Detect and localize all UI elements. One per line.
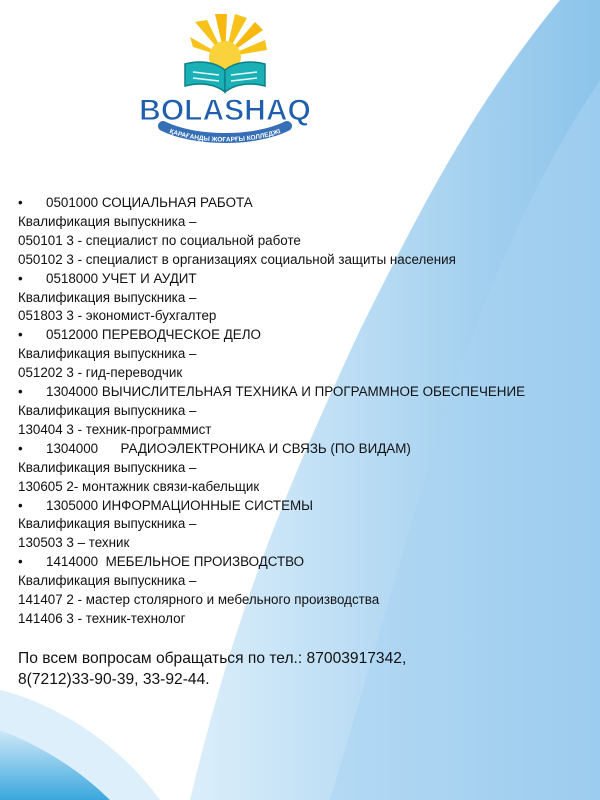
- specialty-heading: [18, 270, 588, 289]
- bullet-icon: •: [18, 327, 23, 343]
- logo-tagline: ҚАРАҒАНДЫ ЖОҒАРҒЫ КОЛЛЕДЖІ: [168, 128, 282, 144]
- qualification-label: Квалификация выпускника –: [18, 402, 197, 418]
- qualification-item: 050102 3 - специалист в организациях социальной защиты населения: [18, 251, 456, 267]
- qualification-item: 130605 2- монтажник связи-кабельщик: [18, 478, 260, 494]
- bullet-icon: •: [18, 554, 23, 570]
- specialty-heading: [18, 497, 588, 516]
- qualification-label: Квалификация выпускника –: [18, 573, 197, 589]
- specialty-title: 1414000 МЕБЕЛЬНОЕ ПРОИЗВОДСТВО: [46, 554, 305, 570]
- qualification-item: 130503 3 – техник: [18, 535, 130, 551]
- qualification-item: 051202 3 - гид-переводчик: [18, 365, 183, 381]
- specialty-heading: [18, 553, 588, 572]
- qualification-item: 141406 3 - техник-технолог: [18, 610, 186, 626]
- specialty-heading: [18, 194, 588, 213]
- qualification-item: 050101 3 - специалист по социальной работе: [18, 232, 301, 248]
- qualification-item: 141407 2 - мастер столярного и мебельного производства: [18, 592, 380, 608]
- bullet-icon: •: [18, 440, 23, 456]
- specialty-title: 1304000 ВЫЧИСЛИТЕЛЬНАЯ ТЕХНИКА И ПРОГРАММНОЕ ОБЕСПЕЧЕНИЕ: [46, 384, 526, 400]
- specialty-heading: [18, 383, 588, 402]
- qualification-label: Квалификация выпускника –: [18, 346, 197, 362]
- bullet-icon: •: [18, 384, 23, 400]
- logo-wordmark: BOLASHAQ: [139, 94, 311, 127]
- qualification-item: 130404 3 - техник-программист: [18, 421, 212, 437]
- bullet-icon: •: [18, 195, 23, 210]
- specialty-heading: [18, 440, 588, 459]
- qualification-label: Квалификация выпускника –: [18, 516, 197, 532]
- bullet-icon: •: [18, 270, 23, 286]
- specialty-title: 1305000 ИНФОРМАЦИОННЫЕ СИСТЕМЫ: [46, 497, 314, 513]
- specialty-heading: [18, 326, 588, 345]
- specialties-list: [18, 194, 588, 629]
- qualification-item: 051803 3 - экономист-бухгалтер: [18, 308, 217, 324]
- contact-phone-line: По всем вопросам обращаться по тел.: 87003917342,: [18, 650, 407, 667]
- qualification-label: Квалификация выпускника –: [18, 459, 197, 475]
- specialty-title: 1304000 РАДИОЭЛЕКТРОНИКА И СВЯЗЬ (ПО ВИДАМ): [46, 440, 411, 456]
- specialty-title: 0512000 ПЕРЕВОДЧЕСКОЕ ДЕЛО: [46, 327, 261, 343]
- qualification-label: Квалификация выпускника –: [18, 289, 197, 305]
- contact-phone-line-2: 8(7212)33-90-39, 33-92-44.: [18, 671, 210, 688]
- qualification-label: Квалификация выпускника –: [18, 213, 197, 229]
- specialty-title: 0501000 СОЦИАЛЬНАЯ РАБОТА: [46, 195, 253, 210]
- college-logo: [135, 12, 315, 152]
- specialty-title: 0518000 УЧЕТ И АУДИТ: [46, 270, 197, 286]
- bullet-icon: •: [18, 497, 23, 513]
- contact-info: [18, 648, 588, 690]
